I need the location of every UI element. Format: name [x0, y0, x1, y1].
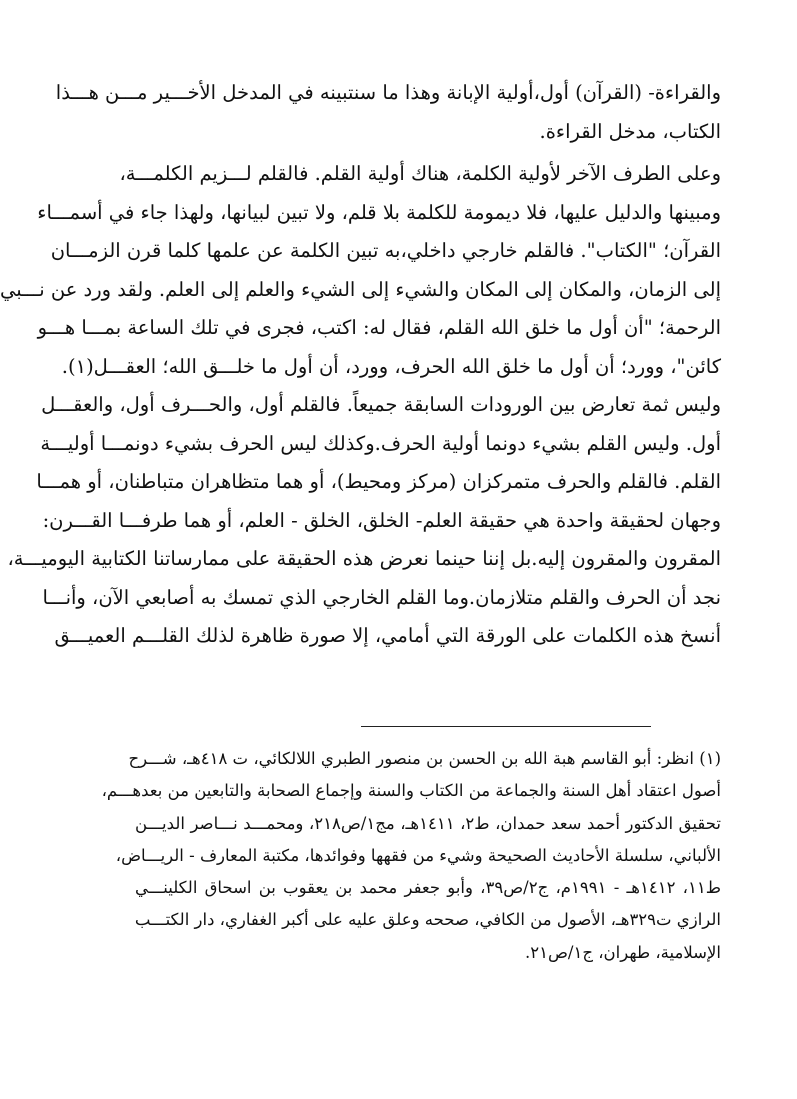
footnote-divider [361, 726, 651, 727]
body-line: الرحمة؛ "أن أول ما خلق الله القلم، فقال له: اكتب، فجرى في تلك الساعة بمـــا هـــو [37, 316, 721, 339]
body-line: كائن"، وورد؛ أن أول ما خلق الله الحرف، وورد، أن أول ما خلـــق الله؛ العقـــل(١). [61, 354, 721, 378]
body-line: وعلى الطرف الآخر لأولية الكلمة، هناك أولية القلم. فالقلم لـــزيم الكلمـــة، [119, 162, 721, 185]
footnotes [101, 743, 721, 969]
body-line: المقرون والمقرون إليه.بل إننا حينما نعرض هذه الحقيقة على ممارساتنا الكتابية اليوميـــة، [7, 547, 721, 570]
footnote-line: تحقيق الدكتور أحمد سعد حمدان، ط٢، ١٤١١هـ، مج١/ص٢١٨، ومحمـــد نـــاصر الديـــن [135, 813, 721, 833]
body-line: القلم. فالقلم والحرف متمركزان (مركز ومحيط)، أو هما متظاهران متباطنان، أو همـــا [36, 470, 721, 493]
page-body [0, 74, 721, 656]
body-line: أول. وليس القلم بشيء دونما أولية الحرف.وكذلك ليس الحرف بشيء دونمـــا أوليـــة [40, 431, 721, 455]
body-line: إلى الزمان، والمكان إلى المكان والشيء إلى الشيء والعلم إلى العلم. ولقد ورد عن نـــبي [0, 277, 721, 301]
main-text [0, 74, 721, 656]
body-line: وليس ثمة تعارض بين الورودات السابقة جميعاً. فالقلم أول، والحـــرف أول، والعقـــل [41, 393, 721, 416]
body-line: ومبينها والدليل عليها، فلا ديمومة للكلمة بلا قلم، ولا تبين لبيانها، ولهذا جاء في أسمـــاء [37, 200, 721, 224]
footnote-line: الإسلامية، طهران، ج١/ص٢١. [524, 942, 721, 962]
footnote-line: أصول اعتقاد أهل السنة والجماعة من الكتاب والسنة وإجماع الصحابة والتابعين من بعدهـــم، [101, 781, 721, 801]
body-line: القرآن؛ "الكتاب". فالقلم خارجي داخلي،به تبين الكلمة عن علمها كلما قرن الزمـــان [50, 239, 721, 262]
footnote-line: ط١١، ١٤١٢هـ - ١٩٩١م، ج٢/ص٣٩، وأبو جعفر محمد بن يعقوب بن اسحاق الكلينـــي [135, 878, 721, 898]
body-line: والقراءة- (القرآن) أول،أولية الإبانة وهذا ما سنتبينه في المدخل الأخـــير مـــن هـــذا [55, 81, 721, 104]
footnote-line: الرازي ت٣٢٩هـ، الأصول من الكافي، صححه وعلق عليه على أكبر الغفاري، دار الكتـــب [134, 910, 721, 930]
body-line: وجهان لحقيقة واحدة هي حقيقة العلم- الخلق، الخلق - العلم، أو هما طرفـــا القـــرن: [42, 508, 721, 532]
body-line: الكتاب، مدخل القراءة. [539, 119, 721, 143]
body-line: نجد أن الحرف والقلم متلازمان.وما القلم الخارجي الذي تمسك به أصابعي الآن، وأنـــا [42, 585, 721, 609]
footnote-line: الألباني، سلسلة الأحاديث الصحيحة وشيء من فقهها وفوائدها، مكتبة المعارف - الريـــاض، [115, 845, 721, 865]
footnote-line: (١) انظر: أبو القاسم هبة الله بن الحسن بن منصور الطبري اللالكائي، ت ٤١٨هـ، شـــرح [128, 749, 721, 768]
body-line: أنسخ هذه الكلمات على الورقة التي أمامي، إلا صورة ظاهرة لذلك القلـــم العميـــق [54, 624, 721, 647]
